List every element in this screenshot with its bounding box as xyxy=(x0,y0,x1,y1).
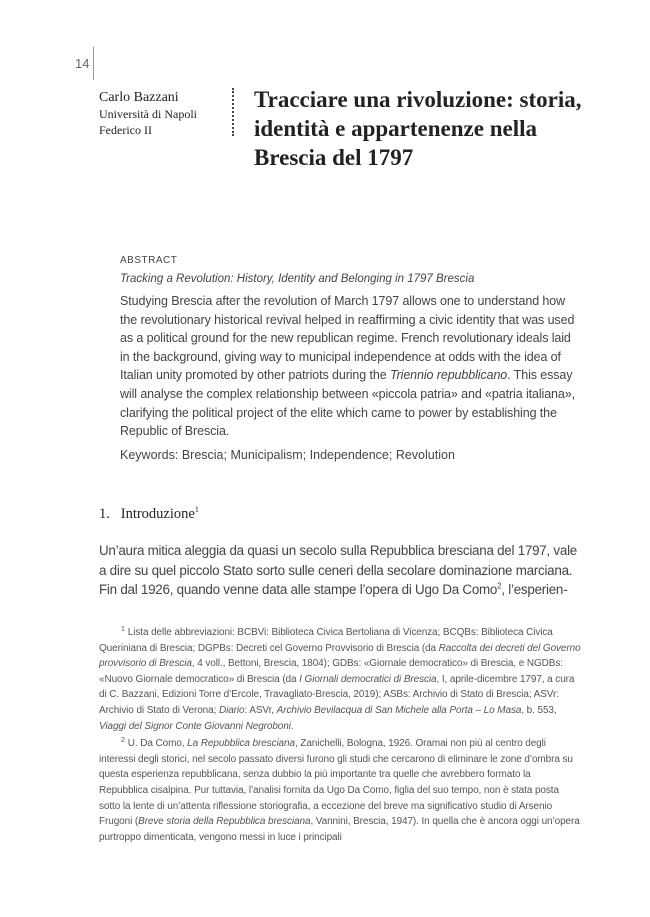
footnote-italic-text: La Repubblica bresciana xyxy=(187,738,295,750)
author-name: Carlo Bazzani xyxy=(99,90,179,105)
footnote-reference: 2 xyxy=(497,581,502,591)
footnote-italic-text: Archivio Bevilacqua di San Michele alla Porta – Lo Masa xyxy=(276,704,522,716)
abstract-body xyxy=(120,292,580,441)
abstract-body-text-end: . This essay will analyse the complex relationship between «piccola patria» and «patria italiana», clarifying the political project of the elite which came to power by establishing the Republic of Brescia. xyxy=(120,368,575,439)
footnote-text: , Zanichelli, Bologna, 1926. Oramai non più al centro degli interessi degli storici, nel secolo passato diversi furono gli studi che cercarono di eliminare le zone d’ombra su questa esperienza repubblicana, senza dubbio la più importante tra quelle che avrebbero formato la Repubblica cisalpina. Pur tuttavia, l’analisi fornita da Ugo Da Como, figlia del suo tempo, non è stata posta sotto la lente di un’attenta riflessione storiografia, a eccezione del breve ma significativo studio di Arsenio Frugoni ( xyxy=(99,738,573,828)
footnote-text: Lista delle abbreviazioni: BCBVi: Biblioteca Civica Bertoliana di Vicenza; BCQBs: Biblioteca Civica Queriniana di Brescia; DGPBs: Decreti cel Governo Provvisorio di Brescia (da xyxy=(99,627,553,654)
abstract-body-italic: Triennio repubblicano xyxy=(389,368,508,383)
footnote-text: , Vannini, Brescia, 1947). In quella che è ancora oggi un’opera purtroppo dimenticata, vengono messi in luce i principali xyxy=(99,816,580,843)
abstract-body-text: Studying Brescia after the revolution of March 1797 allows one to understand how the revolutionary historical revival helped in reaffirming a civic identity that was used as a political ground for the new republican regime. French revolutionary ideals laid in the background, giving way to municipal independence at odds with the idea of Italian unity promoted by other patriots during the xyxy=(120,294,575,383)
footnote-italic-text: Diario xyxy=(218,704,245,716)
page-number-rule xyxy=(93,47,94,80)
section-heading xyxy=(99,506,199,523)
author-affiliation-line1: Università di Napoli xyxy=(99,107,197,121)
abstract-block xyxy=(120,254,580,464)
intro-text-end: , l’esperien- xyxy=(501,582,568,597)
abstract-label: ABSTRACT xyxy=(120,255,178,266)
footnote-italic-text: Viaggi del Signor Conte Giovanni Negroboni xyxy=(99,720,291,732)
author-affiliation-line2: Federico II xyxy=(99,123,152,137)
footnote-italic-text: Raccolta dei decreti del Governo provvisorio di Brescia xyxy=(99,642,581,670)
footnote-number: 2 xyxy=(121,736,125,744)
intro-text: Un’aura mitica aleggia da quasi un secolo sulla Repubblica bresciana del 1797, vale a dire su quel piccolo Stato sorto sulle ceneri della secolare dominazione marciana. Fin dal 1926, quando venne data alle stampe l’opera di Ugo Da Como xyxy=(99,543,577,597)
page-number: 14 xyxy=(75,56,90,71)
footnote-text: . xyxy=(290,720,294,732)
abstract-subtitle: Tracking a Revolution: History, Identity and Belonging in 1797 Brescia xyxy=(120,273,475,285)
intro-paragraph xyxy=(99,541,581,600)
footnote-text: : ASVr, xyxy=(244,704,277,716)
footnote-text: , I, aprile-dicembre 1797, a cura di C. Bazzani, Edizioni Torre d’Ercole, Travagliato-Brescia, 2019); ASBs: Archivio di Stato di Brescia; ASVr: Archivio di Stato di Verona; xyxy=(99,673,575,716)
footnote-text: U. Da Como, xyxy=(127,738,188,750)
author-block xyxy=(99,90,197,138)
footnote-italic-text: I Giornali democratici di Brescia xyxy=(299,673,437,685)
section-heading-text: 1. Introduzione xyxy=(99,506,195,522)
footnote-italic-text: Breve storia della Repubblica bresciana xyxy=(138,816,311,828)
footnote-number: 1 xyxy=(121,625,125,633)
abstract-keywords: Keywords: Brescia; Municipalism; Independence; Revolution xyxy=(120,447,455,462)
article-title: Tracciare una rivoluzione: storia, identità e appartenenze nella Brescia del 1797 xyxy=(254,87,582,170)
footnote-text: , b. 553, xyxy=(521,704,557,716)
title-separator xyxy=(232,88,234,136)
footnotes xyxy=(99,625,581,847)
footnote xyxy=(99,625,581,734)
footnote xyxy=(99,736,581,845)
footnote-text: , 4 voll., Bettoni, Brescia, 1804); GDBs: «Giornale democratico» di Brescia, e NGDBs: «Nuovo Giornale democratico» di Brescia (da xyxy=(99,658,563,685)
footnote-reference: 1 xyxy=(194,505,199,515)
